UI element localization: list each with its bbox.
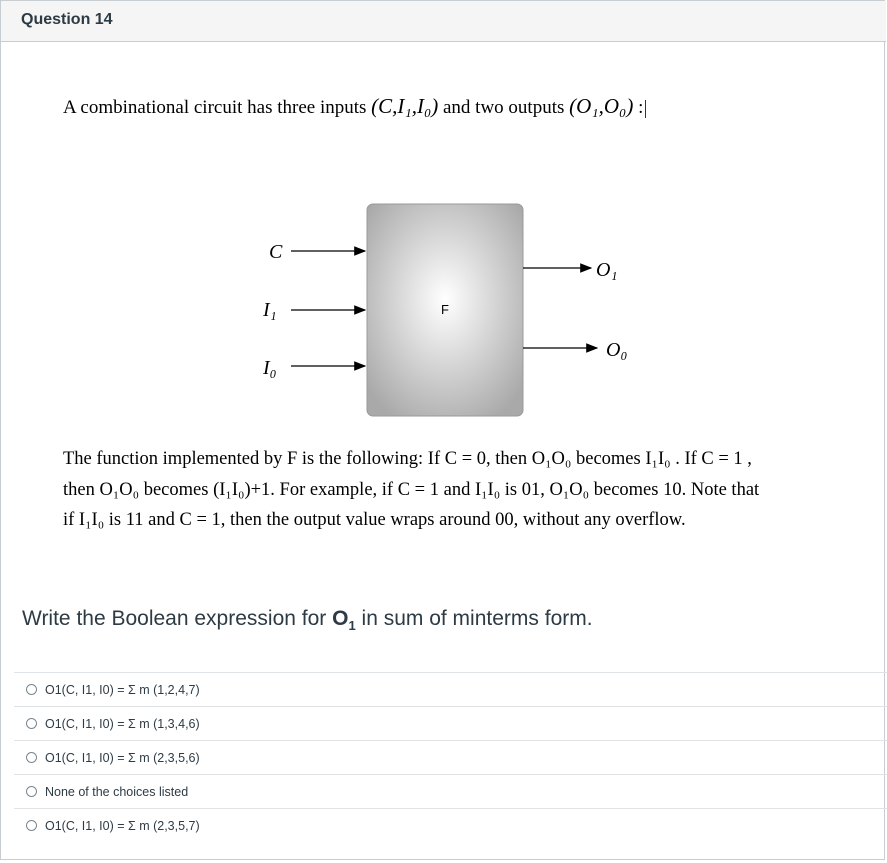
intro-end: : <box>638 97 644 118</box>
answer-option-1[interactable] <box>14 672 887 706</box>
answer-option-4[interactable] <box>14 774 887 808</box>
radio-button[interactable] <box>26 786 37 797</box>
radio-button[interactable] <box>26 718 37 729</box>
answer-label: None of the choices listed <box>45 784 189 799</box>
block-label: F <box>441 302 449 317</box>
answer-option-2[interactable] <box>14 706 887 740</box>
input-c-label: C <box>269 241 283 263</box>
prompt-before: Write the Boolean expression for <box>22 607 333 630</box>
desc-line-2: then O₁O₀ becomes (I₁I₀)+1. For example, if C = 1 and I₁I₀ is 01, O₁O₀ becomes 10. Note that <box>63 479 760 500</box>
answer-label: O1(C, I1, I0) = Σ m (1,2,4,7) <box>45 682 200 697</box>
radio-button[interactable] <box>26 752 37 763</box>
function-description <box>63 444 863 536</box>
answer-label: O1(C, I1, I0) = Σ m (2,3,5,6) <box>45 750 200 765</box>
question-header <box>1 1 886 42</box>
output-o1-label: O₁ <box>596 259 618 281</box>
input-i1-label: I₁ <box>263 299 277 321</box>
intro-outputs: (O₁,O₀) <box>569 94 634 118</box>
desc-line-1: The function implemented by F is the following: If C = 0, then O₁O₀ becomes I₁I₀ . If C = 1 , <box>63 449 752 469</box>
question-prompt <box>22 607 593 633</box>
prompt-after: in sum of minterms form. <box>355 607 593 630</box>
answer-option-3[interactable] <box>14 740 887 774</box>
answer-label: O1(C, I1, I0) = Σ m (2,3,5,7) <box>45 818 200 833</box>
intro-and: and two outputs <box>443 97 565 118</box>
prompt-bold: $O_1$ <box>332 607 356 634</box>
answer-label: O1(C, I1, I0) = Σ m (1,3,4,6) <box>45 716 200 731</box>
intro-inputs: (C,I₁,I₀) <box>371 94 439 118</box>
question-intro <box>63 94 646 119</box>
radio-button[interactable] <box>26 820 37 831</box>
circuit-diagram <box>251 196 651 426</box>
answer-option-5[interactable] <box>14 808 887 842</box>
answer-list <box>14 672 887 842</box>
desc-line-3: if I₁I₀ is 11 and C = 1, then the output value wraps around 00, without any overflow. <box>63 510 686 530</box>
text-cursor <box>645 100 646 118</box>
radio-button[interactable] <box>26 684 37 695</box>
question-title: Question 14 <box>21 11 113 28</box>
intro-text: A combinational circuit has three inputs <box>63 97 367 118</box>
output-o0-label: O₀ <box>606 339 628 361</box>
input-i0-label: I₀ <box>263 357 277 379</box>
